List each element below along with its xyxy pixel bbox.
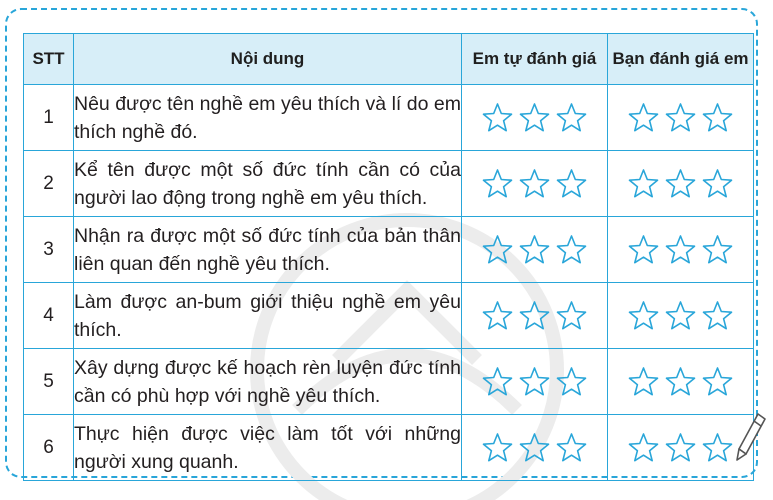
star-icon[interactable] — [518, 366, 551, 397]
star-icon[interactable] — [701, 300, 734, 331]
star-icon[interactable] — [701, 168, 734, 199]
row-number: 5 — [24, 349, 74, 415]
row-number: 3 — [24, 217, 74, 283]
star-icon[interactable] — [555, 366, 588, 397]
table-frame — [5, 8, 758, 478]
header-row — [24, 34, 754, 85]
self-rating-stars[interactable] — [462, 217, 608, 283]
table-row — [24, 349, 754, 415]
peer-rating-stars[interactable] — [608, 283, 754, 349]
star-icon[interactable] — [664, 300, 697, 331]
star-icon[interactable] — [701, 432, 734, 463]
table-row — [24, 217, 754, 283]
header-self-assessment: Em tự đánh giá — [462, 34, 608, 85]
self-rating-stars[interactable] — [462, 283, 608, 349]
row-content: Nhận ra được một số đức tính của bản thân liên quan đến nghề yêu thích. — [74, 217, 462, 283]
table-body — [24, 85, 754, 481]
header-stt: STT — [24, 34, 74, 85]
star-icon[interactable] — [481, 234, 514, 265]
peer-rating-stars[interactable] — [608, 217, 754, 283]
self-rating-stars[interactable] — [462, 85, 608, 151]
row-content: Thực hiện được việc làm tốt với những người xung quanh. — [74, 415, 462, 481]
star-icon[interactable] — [518, 432, 551, 463]
star-icon[interactable] — [518, 234, 551, 265]
star-icon[interactable] — [627, 432, 660, 463]
star-icon[interactable] — [481, 366, 514, 397]
row-content: Làm được an-bum giới thiệu nghề em yêu thích. — [74, 283, 462, 349]
peer-rating-stars[interactable] — [608, 151, 754, 217]
star-icon[interactable] — [627, 300, 660, 331]
row-number: 2 — [24, 151, 74, 217]
header-content: Nội dung — [74, 34, 462, 85]
star-icon[interactable] — [481, 102, 514, 133]
star-icon[interactable] — [555, 432, 588, 463]
row-number: 1 — [24, 85, 74, 151]
star-icon[interactable] — [555, 234, 588, 265]
header-peer-assessment: Bạn đánh giá em — [608, 34, 754, 85]
star-icon[interactable] — [518, 102, 551, 133]
star-icon[interactable] — [701, 366, 734, 397]
star-icon[interactable] — [518, 168, 551, 199]
star-icon[interactable] — [627, 102, 660, 133]
star-icon[interactable] — [664, 168, 697, 199]
star-icon[interactable] — [627, 234, 660, 265]
star-icon[interactable] — [481, 168, 514, 199]
table-row — [24, 415, 754, 481]
table-row — [24, 85, 754, 151]
star-icon[interactable] — [518, 300, 551, 331]
row-number: 6 — [24, 415, 74, 481]
star-icon[interactable] — [664, 366, 697, 397]
peer-rating-stars[interactable] — [608, 349, 754, 415]
star-icon[interactable] — [701, 102, 734, 133]
row-content: Xây dựng được kế hoạch rèn luyện đức tính cần có phù hợp với nghề yêu thích. — [74, 349, 462, 415]
star-icon[interactable] — [627, 168, 660, 199]
star-icon[interactable] — [481, 432, 514, 463]
self-assessment-table — [23, 33, 754, 481]
star-icon[interactable] — [701, 234, 734, 265]
star-icon[interactable] — [664, 432, 697, 463]
star-icon[interactable] — [481, 300, 514, 331]
self-rating-stars[interactable] — [462, 349, 608, 415]
star-icon[interactable] — [555, 102, 588, 133]
row-content: Nêu được tên nghề em yêu thích và lí do em thích nghề đó. — [74, 85, 462, 151]
star-icon[interactable] — [555, 168, 588, 199]
star-icon[interactable] — [627, 366, 660, 397]
table-row — [24, 151, 754, 217]
star-icon[interactable] — [664, 234, 697, 265]
peer-rating-stars[interactable] — [608, 85, 754, 151]
row-content: Kể tên được một số đức tính cần có của người lao động trong nghề em yêu thích. — [74, 151, 462, 217]
star-icon[interactable] — [664, 102, 697, 133]
self-rating-stars[interactable] — [462, 151, 608, 217]
pencil-icon — [732, 412, 768, 462]
star-icon[interactable] — [555, 300, 588, 331]
row-number: 4 — [24, 283, 74, 349]
table-row — [24, 283, 754, 349]
self-rating-stars[interactable] — [462, 415, 608, 481]
